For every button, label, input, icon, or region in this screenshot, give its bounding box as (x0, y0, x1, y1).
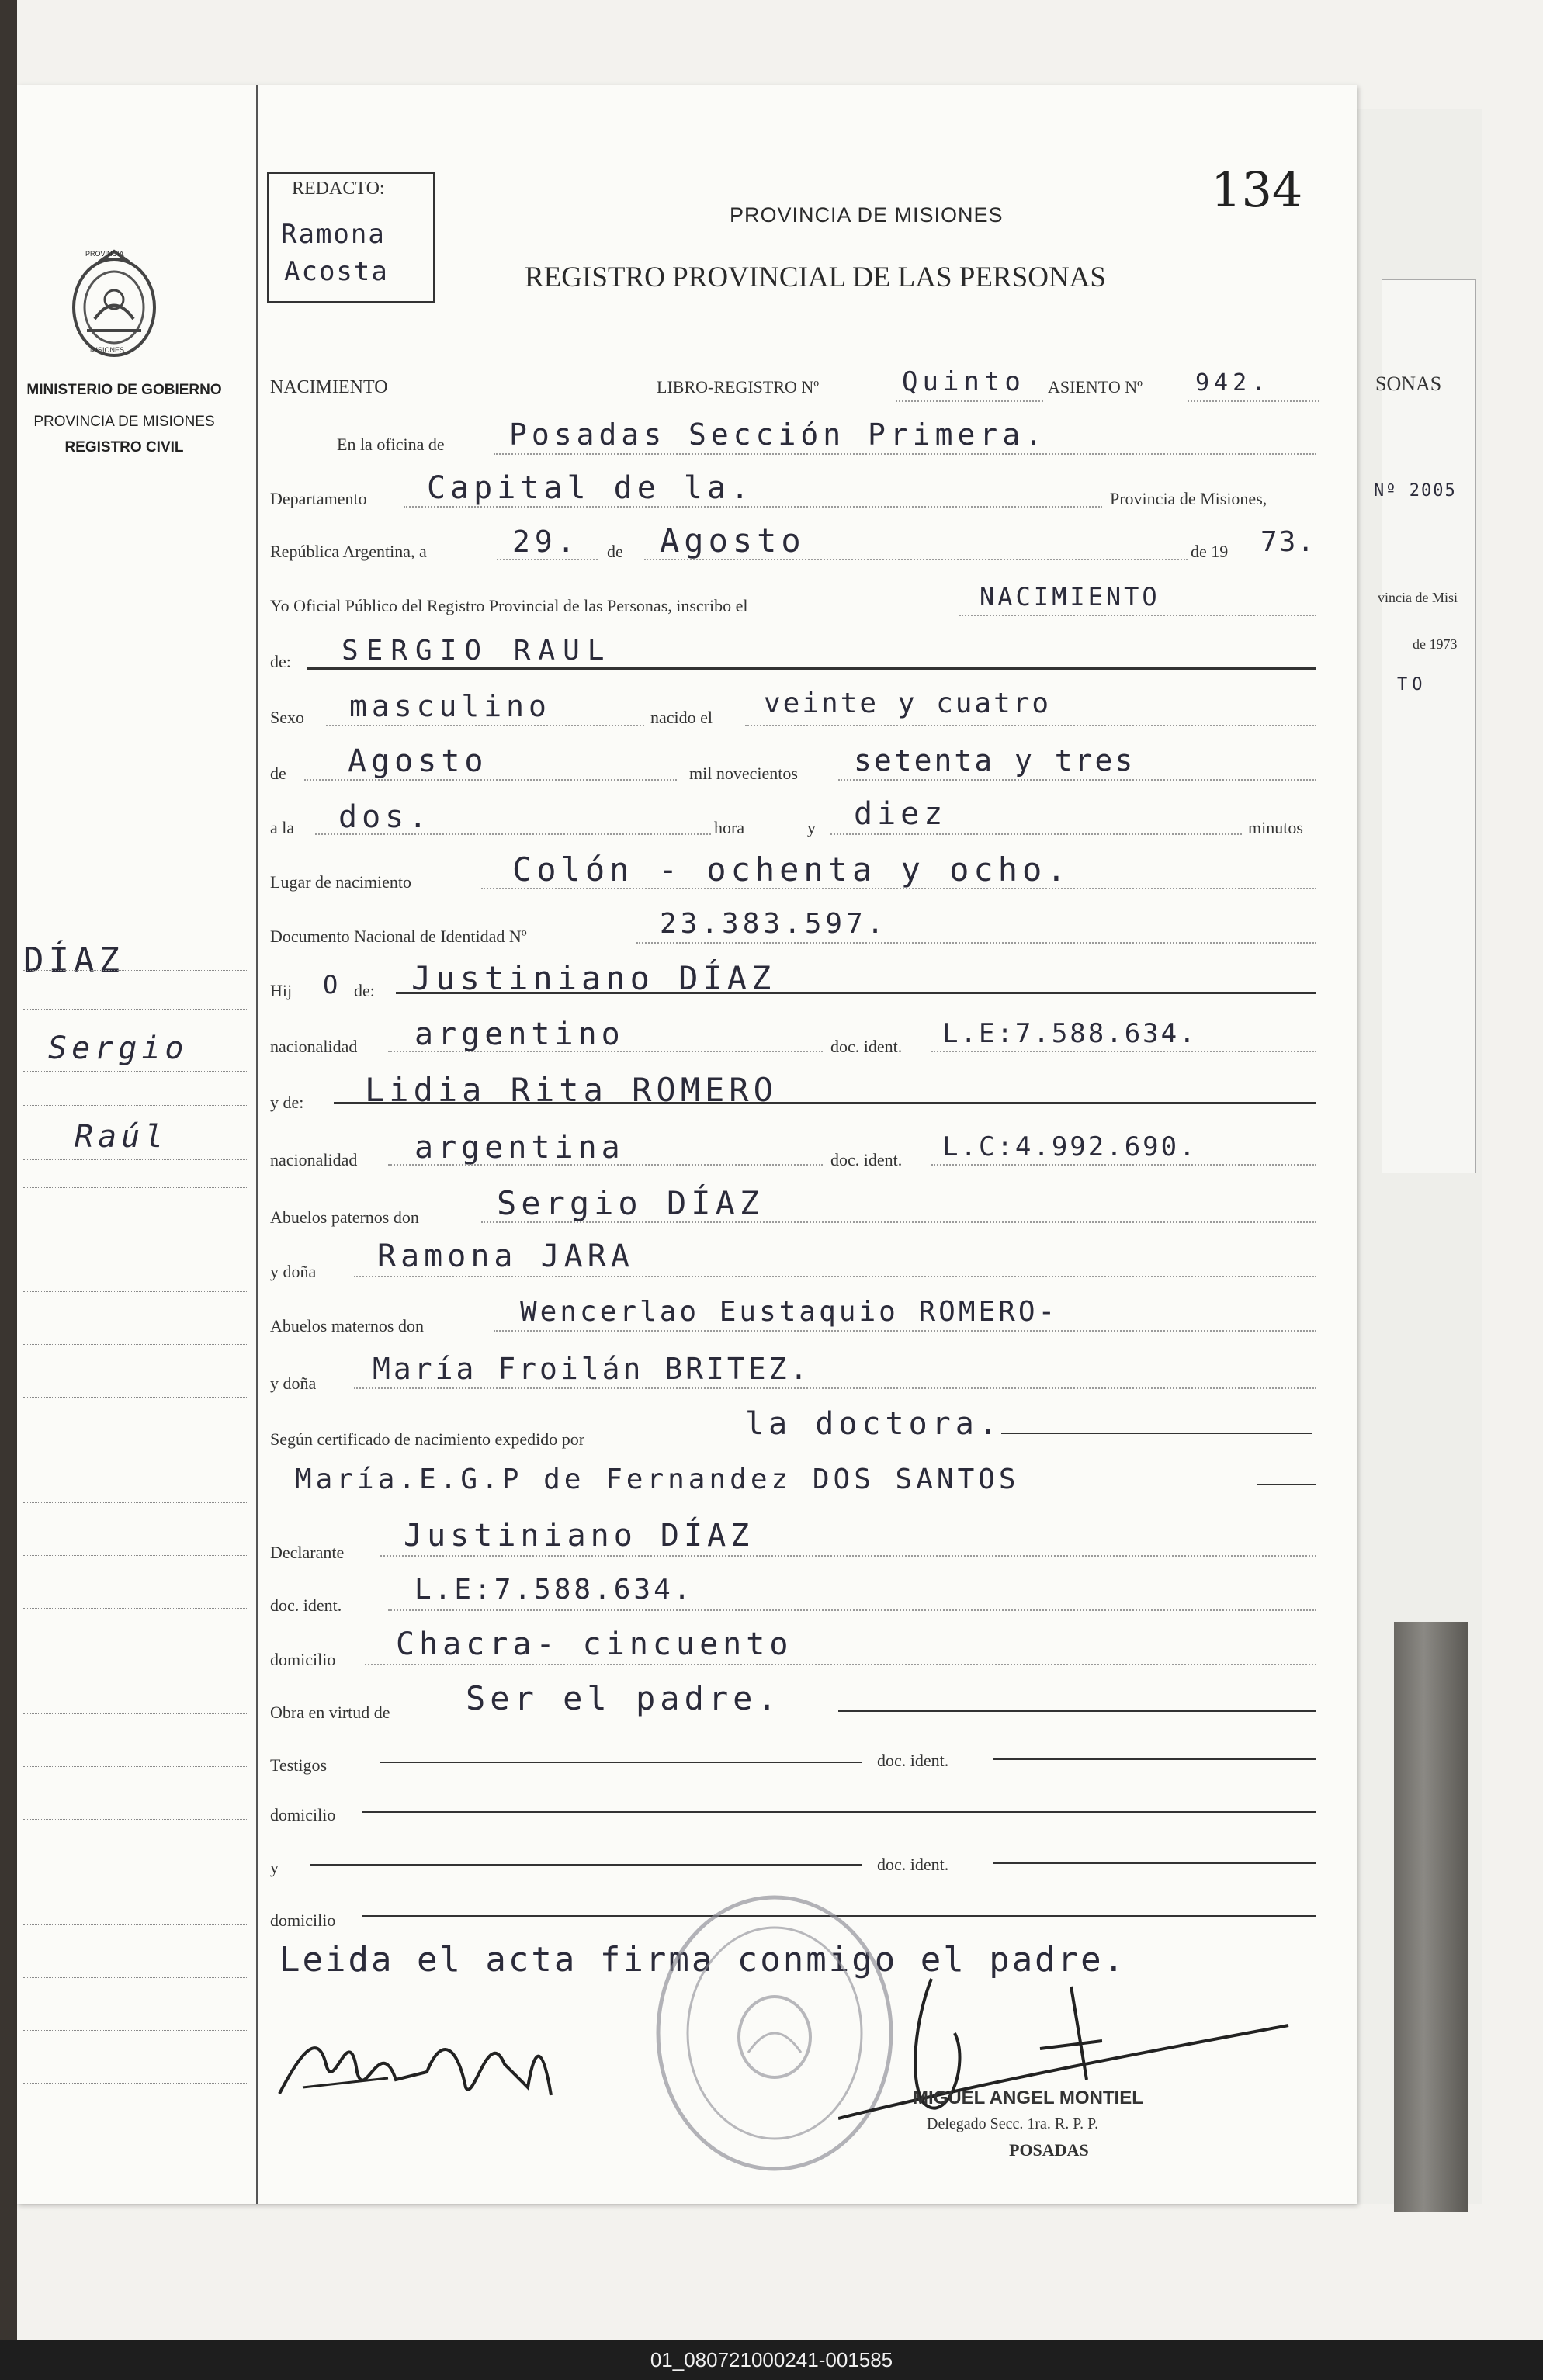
sexo-label: Sexo (270, 708, 304, 727)
official-city: POSADAS (1009, 2140, 1089, 2160)
side-to: TO (1397, 675, 1427, 695)
min-line (830, 833, 1242, 835)
month-line (644, 559, 1188, 560)
official-title: Delegado Secc. 1ra. R. P. P. (927, 2115, 1099, 2132)
stub-rule (23, 2083, 248, 2084)
nac-year-value: setenta y tres (854, 743, 1136, 778)
cert-line-2 (1257, 1484, 1316, 1485)
year-label: de 19 (1191, 542, 1229, 561)
depto-value: Capital de la. (427, 470, 754, 506)
stub-rule (23, 1291, 248, 1292)
hora-line (315, 833, 711, 835)
hijo-o-value: O (323, 970, 338, 999)
stub-rule (23, 1397, 248, 1398)
testigo-2-label: y (270, 1858, 279, 1877)
y-label: y (807, 818, 816, 837)
hora-value: dos. (338, 799, 432, 835)
cert-value-2: María.E.G.P de Fernandez DOS SANTOS (295, 1464, 1020, 1495)
underlying-record-sheet (1382, 279, 1476, 1173)
madre-nac-label: nacionalidad (270, 1150, 358, 1169)
oficial-label: Yo Oficial Público del Registro Provincial de las Personas, inscribo el (270, 596, 748, 615)
depto-line (404, 506, 1102, 508)
footer-code: 01_080721000241-001585 (650, 2348, 893, 2371)
abuela-paterna-value: Ramona JARA (377, 1239, 634, 1274)
padre-doc-value: L.E:7.588.634. (942, 1018, 1198, 1049)
abuela-paterna-label: y doña (270, 1262, 317, 1281)
oficina-line (494, 453, 1316, 455)
oficina-value: Posadas Sección Primera. (509, 417, 1048, 452)
depto-label: Departamento (270, 489, 367, 508)
header-province: PROVINCIA DE MISIONES (730, 203, 1004, 227)
padre-nac-line (388, 1051, 823, 1052)
madre-doc-label: doc. ident. (830, 1150, 903, 1169)
testigo-2-line (310, 1864, 862, 1866)
abuelo-materno-line (494, 1330, 1316, 1332)
side-vincia: vincia de Misi (1378, 590, 1458, 605)
libro-label: LIBRO-REGISTRO Nº (657, 377, 820, 397)
provincial-emblem (64, 245, 165, 362)
emblem-top-text: PROVINCIA (85, 250, 124, 258)
padre-nac-value: argentino (414, 1017, 625, 1052)
binding-edge (0, 0, 17, 2340)
libro-line (896, 400, 1043, 402)
acto-value: NACIMIENTO (980, 582, 1160, 611)
abuela-paterna-line (354, 1276, 1316, 1277)
stub-ministry: MINISTERIO DE GOBIERNO (26, 382, 222, 398)
stub-surname: DÍAZ (23, 941, 124, 980)
side-sonas: SONAS (1375, 372, 1442, 395)
asiento-label: ASIENTO Nº (1048, 377, 1143, 397)
stub-registry: REGISTRO CIVIL (64, 439, 184, 456)
padre-doc-label: doc. ident. (830, 1037, 903, 1056)
nacido-label: nacido el (650, 708, 713, 727)
stub-rule (23, 1502, 248, 1503)
testigos-label: Testigos (270, 1755, 328, 1775)
madre-nac-line (388, 1164, 823, 1166)
dni-line (636, 942, 1316, 944)
declarante-value: Justiniano DÍAZ (404, 1518, 754, 1554)
page-stack-edge (1394, 1622, 1468, 2212)
month-value: Agosto (660, 521, 806, 559)
stub-given-name-2: Raúl (75, 1119, 168, 1155)
declarante-signature (272, 2002, 598, 2118)
redacto-name-2: Acosta (284, 256, 389, 287)
cert-value: la doctora. (745, 1406, 1002, 1442)
abuelos-paternos-label: Abuelos paternos don (270, 1207, 419, 1227)
madre-doc-value: L.C:4.992.690. (942, 1131, 1198, 1162)
ala-label: a la (270, 818, 295, 837)
yde-label: y de: (270, 1093, 304, 1112)
day-line (497, 559, 598, 560)
page-title: REGISTRO PROVINCIAL DE LAS PERSONAS (525, 262, 1106, 293)
madre-name-value: Lidia Rita ROMERO (365, 1071, 778, 1109)
oficina-label: En la oficina de (337, 435, 445, 454)
stub-rule (23, 1105, 248, 1106)
stub-rule (23, 1977, 248, 1978)
declarante-line (380, 1555, 1316, 1557)
abuela-materna-label: y doña (270, 1374, 317, 1393)
acto-line (959, 615, 1316, 616)
side-de19: de 1973 (1413, 636, 1458, 652)
libro-value: Quinto (902, 366, 1025, 397)
madre-doc-line (931, 1164, 1316, 1166)
emblem-bottom-text: MISIONES (90, 346, 125, 354)
domicilio-line (365, 1664, 1316, 1665)
obra-label: Obra en virtud de (270, 1703, 390, 1722)
nac-year-line (838, 779, 1316, 781)
day-value: 29. (512, 525, 580, 559)
testigo-1-doc-line (993, 1758, 1316, 1760)
stub-rule (23, 1071, 248, 1072)
lugar-value: Colón - ochenta y ocho. (512, 850, 1071, 889)
domicilio-label: domicilio (270, 1650, 336, 1669)
stub-rule (23, 1187, 248, 1188)
minutos-label: minutos (1248, 818, 1303, 837)
obra-value: Ser el padre. (466, 1679, 782, 1717)
abuelo-paterno-line (481, 1221, 1316, 1223)
nac-month-value: Agosto (348, 743, 488, 779)
hora-label: hora (714, 818, 745, 837)
testigo-2-doc-line (993, 1862, 1316, 1864)
madre-nac-value: argentina (414, 1130, 625, 1166)
stub-rule (23, 970, 248, 971)
abuela-materna-value: María Froilán BRITEZ. (373, 1352, 811, 1386)
child-name-value: SERGIO RAUL (342, 635, 612, 667)
madre-name-line (334, 1102, 1316, 1104)
nacido-value: veinte y cuatro (764, 688, 1052, 719)
mil-label: mil novecientos (689, 764, 798, 783)
year-value: 73. (1260, 526, 1316, 558)
stub-rule (23, 1608, 248, 1609)
min-value: diez (854, 796, 948, 832)
testigo-1-doc-label: doc. ident. (877, 1751, 949, 1770)
padre-doc-line (931, 1051, 1316, 1052)
lugar-label: Lugar de nacimiento (270, 872, 412, 892)
leida-text: Leida el acta firma conmigo el padre. (279, 1940, 1127, 1980)
cert-label: Según certificado de nacimiento expedido por (270, 1429, 585, 1449)
nac-month-line (304, 779, 677, 781)
republica-label: República Argentina, a (270, 542, 427, 561)
testigo-1-line (380, 1762, 862, 1763)
de-label: de (607, 542, 623, 561)
stub-rule (23, 2030, 248, 2031)
padre-name-value: Justiniano DÍAZ (411, 959, 776, 997)
declarante-doc-label: doc. ident. (270, 1595, 342, 1615)
stub-rule (23, 1766, 248, 1767)
stub-rule (23, 1344, 248, 1345)
stub-rule (23, 1924, 248, 1925)
sexo-line (326, 725, 644, 726)
record-type-label: NACIMIENTO (270, 377, 388, 397)
declarante-doc-line (388, 1609, 1316, 1611)
provincia-label: Provincia de Misiones, (1110, 489, 1267, 508)
official-name: MIGUEL ANGEL MONTIEL (913, 2087, 1143, 2108)
domicilio-value: Chacra- cincuento (396, 1627, 793, 1662)
abuelos-maternos-label: Abuelos maternos don (270, 1316, 424, 1336)
declarante-doc-value: L.E:7.588.634. (414, 1574, 694, 1606)
redacto-name-1: Ramona (281, 219, 386, 250)
sexo-value: masculino (349, 689, 551, 723)
de2-label: de: (270, 652, 291, 671)
padre-nac-label: nacionalidad (270, 1037, 358, 1056)
page-number: 134 (1211, 161, 1303, 218)
hijo-de-label: de: (354, 981, 375, 1000)
testigo-1-dom-line (362, 1811, 1316, 1813)
hijo-label: Hij (270, 981, 293, 1000)
asiento-value: 942. (1195, 369, 1271, 397)
padre-name-line (396, 992, 1316, 994)
obra-line (838, 1710, 1316, 1712)
testigo-2-doc-label: doc. ident. (877, 1855, 949, 1874)
abuelo-materno-value: Wencerlao Eustaquio ROMERO- (520, 1296, 1059, 1328)
stub-rule (23, 1159, 248, 1160)
stub-rule (23, 1713, 248, 1714)
stub-given-name-1: Sergio (48, 1031, 189, 1066)
lugar-line (481, 888, 1316, 889)
dni-value: 23.383.597. (660, 908, 888, 940)
nacido-line (745, 725, 1316, 726)
testigo-2-dom-label: domicilio (270, 1911, 336, 1930)
stub-rule (23, 1009, 248, 1010)
testigo-1-dom-label: domicilio (270, 1805, 336, 1824)
de3-label: de (270, 764, 286, 783)
stub-rule (23, 1555, 248, 1556)
abuelo-paterno-value: Sergio DÍAZ (497, 1184, 765, 1222)
side-num: Nº 2005 (1374, 481, 1457, 501)
stub-rule (23, 1819, 248, 1820)
cert-line (1001, 1433, 1312, 1434)
redacto-label: REDACTO: (292, 178, 385, 199)
asiento-line (1188, 400, 1319, 402)
declarante-label: Declarante (270, 1543, 345, 1562)
dni-label: Documento Nacional de Identidad Nº (270, 927, 527, 946)
child-name-line (307, 667, 1316, 670)
abuela-materna-line (354, 1387, 1316, 1389)
stub-province: PROVINCIA DE MISIONES (33, 414, 215, 430)
